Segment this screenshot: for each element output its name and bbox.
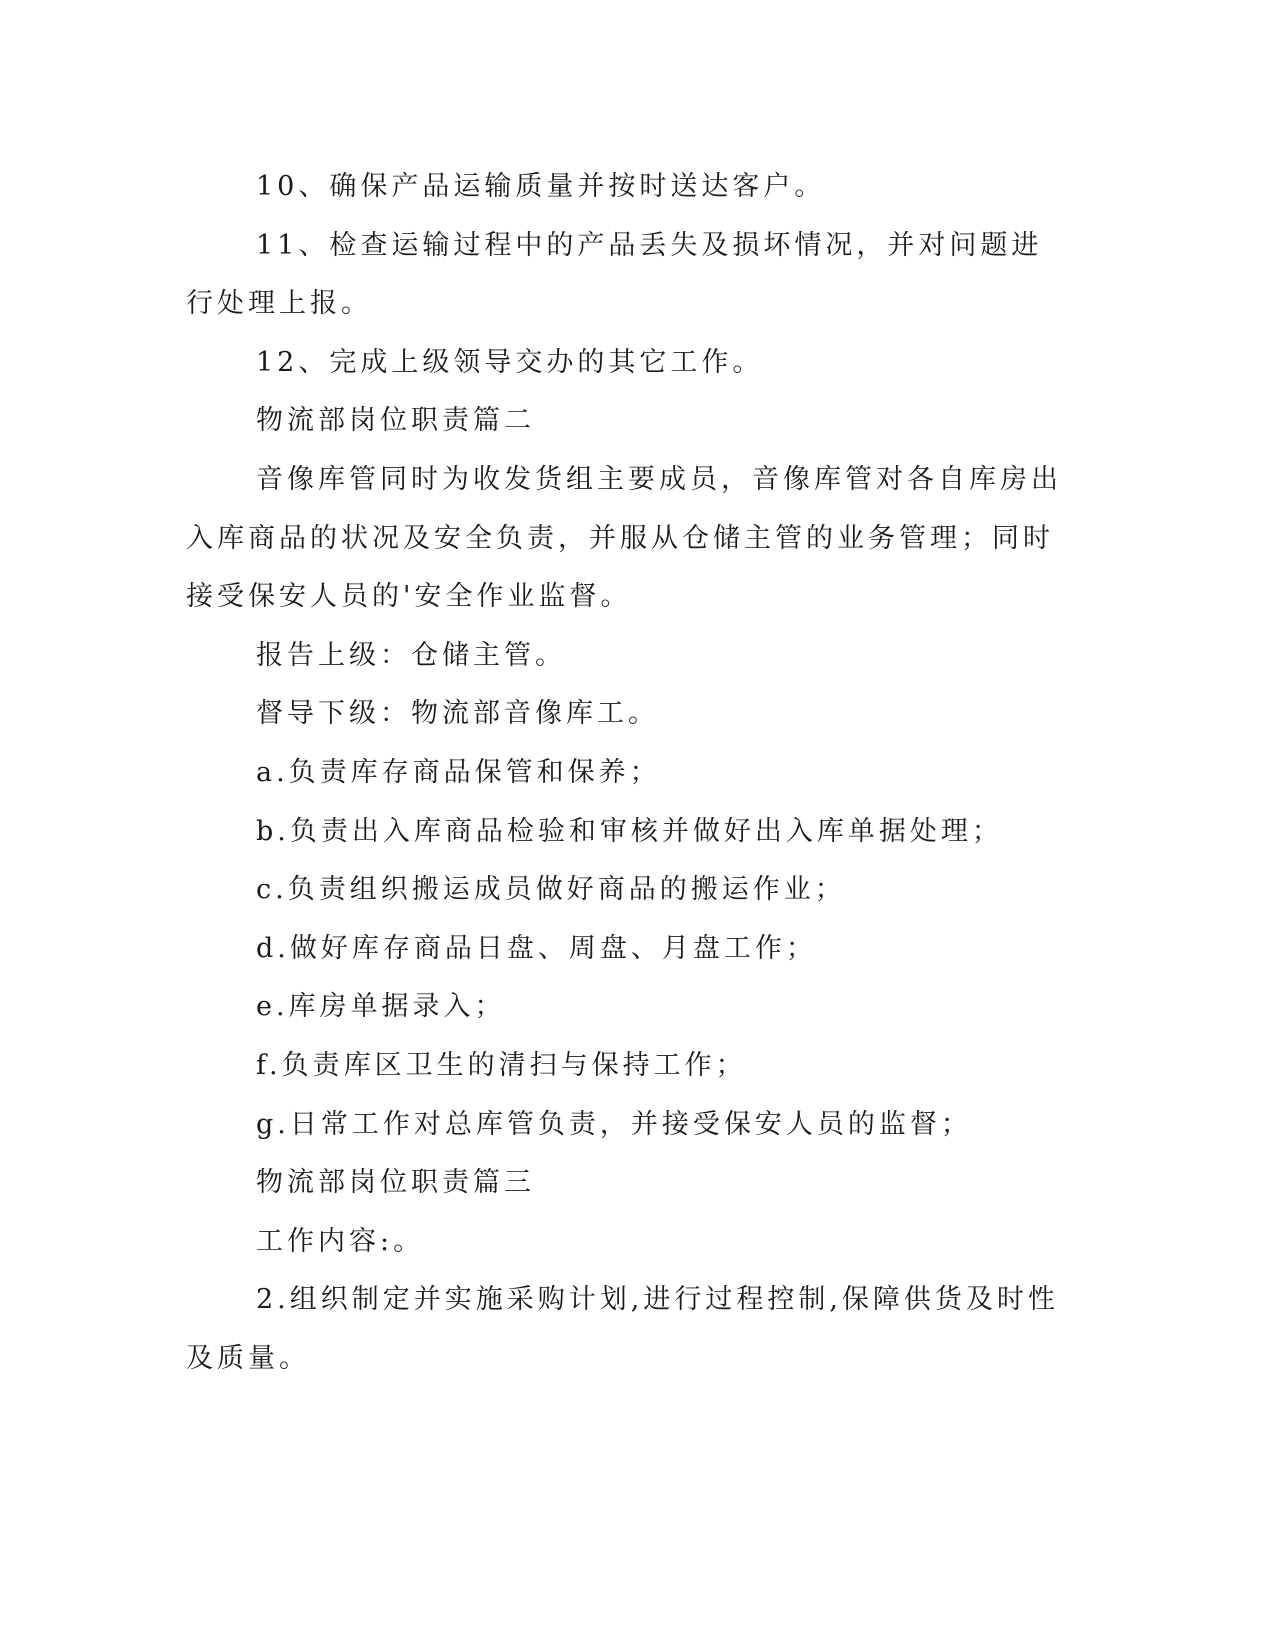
- work-content-label: 工作内容:。: [256, 1225, 425, 1257]
- duty-item-a: a.负责库存商品保管和保养；: [256, 756, 661, 788]
- supervise-line: 督导下级：物流部音像库工。: [256, 698, 659, 730]
- duty-item-g: g.日常工作对总库管负责，并接受保安人员的监督；: [256, 1108, 972, 1140]
- duty-item-b: b.负责出入库商品检验和审核并做好出入库单据处理；: [256, 815, 1003, 847]
- report-to-line: 报告上级：仓储主管。: [256, 639, 566, 671]
- duty-item-d: d.做好库存商品日盘、周盘、月盘工作；: [256, 932, 817, 964]
- paragraph-item-11: 11、检查运输过程中的产品丢失及损坏情况，并对问题进行处理上报。: [186, 229, 1043, 320]
- procurement-item-2: 2.组织制定并实施采购计划,进行过程控制,保障供货及时性及质量。: [186, 1284, 1059, 1374]
- duty-item-c: c.负责组织搬运成员做好商品的搬运作业；: [256, 874, 846, 906]
- paragraph-item-10: 10、确保产品运输质量并按时送达客户。: [256, 171, 826, 202]
- document-body: [186, 158, 1066, 1388]
- duty-item-f: f.负责库区卫生的清扫与保持工作；: [256, 1049, 747, 1081]
- section-heading-2: 物流部岗位职责篇二: [256, 405, 535, 437]
- duty-item-e: e.库房单据录入；: [256, 991, 506, 1023]
- paragraph-item-12: 12、完成上级领导交办的其它工作。: [256, 346, 764, 378]
- section-heading-3: 物流部岗位职责篇三: [256, 1167, 535, 1199]
- intro-paragraph: 音像库管同时为收发货组主要成员，音像库管对各自库房出入库商品的状况及安全负责，并服从仓储主管的业务管理；同时接受保安人员的'安全作业监督。: [186, 463, 1062, 613]
